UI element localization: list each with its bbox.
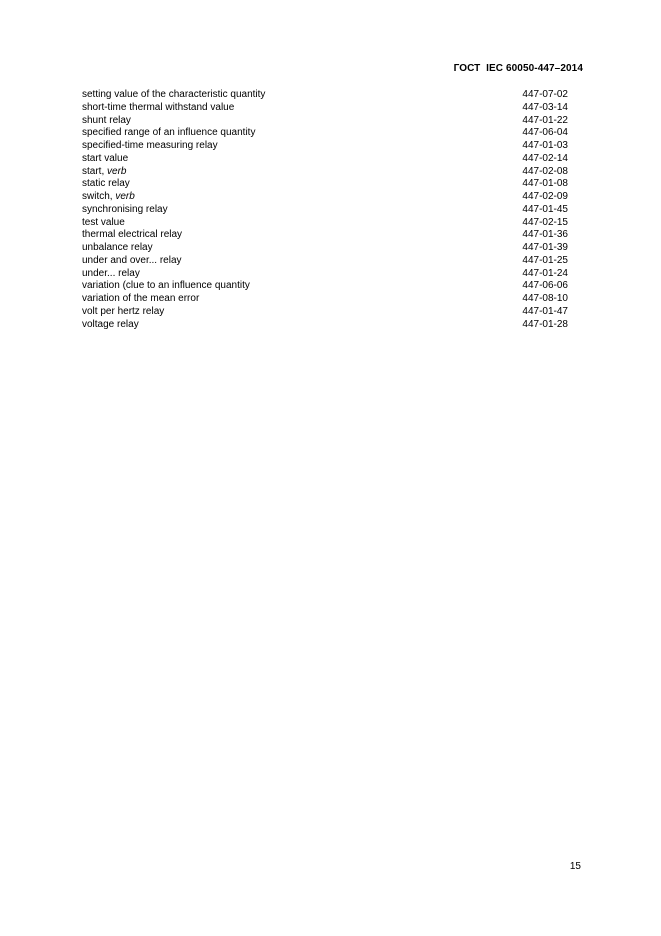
index-entry bbox=[82, 204, 568, 217]
index-entry bbox=[82, 127, 568, 140]
index-term-text: variation of the mean error bbox=[82, 293, 200, 304]
index-term bbox=[82, 306, 164, 319]
index-code: 447-01-28 bbox=[522, 318, 568, 330]
index-code: 447-01-45 bbox=[522, 203, 568, 215]
index-code: 447-06-06 bbox=[522, 280, 568, 292]
index-term bbox=[82, 115, 131, 128]
index-entry bbox=[82, 178, 568, 191]
index-term-text: variation (clue to an influence quantity bbox=[82, 280, 250, 292]
index-code: 447-01-03 bbox=[522, 140, 568, 151]
index-code: 447-02-15 bbox=[522, 216, 568, 228]
index-term bbox=[82, 127, 255, 140]
index-entry bbox=[82, 166, 568, 179]
index-term-text: under... relay bbox=[82, 267, 140, 279]
index-term bbox=[82, 102, 234, 115]
index-entry bbox=[82, 242, 568, 255]
index-term bbox=[82, 178, 130, 191]
index-term bbox=[82, 268, 140, 281]
index-code: 447-01-47 bbox=[522, 305, 568, 317]
index-term-text: specified range of an influence quantity bbox=[82, 127, 256, 139]
index-code: 447-02-14 bbox=[522, 152, 568, 164]
index-term bbox=[82, 166, 126, 179]
index-term bbox=[82, 204, 168, 217]
index-term bbox=[82, 140, 218, 153]
index-entry bbox=[82, 102, 568, 115]
index-term-text: short-time thermal withstand value bbox=[82, 101, 235, 113]
index-code: 447-03-14 bbox=[522, 101, 568, 113]
page-number: 15 bbox=[569, 861, 581, 872]
index-term-text: start, bbox=[82, 165, 108, 177]
index-term-qualifier: verb bbox=[115, 191, 135, 202]
index-code: 447-08-10 bbox=[522, 293, 568, 304]
index-entry bbox=[82, 191, 568, 204]
index-term bbox=[82, 255, 182, 268]
index-entry bbox=[82, 115, 568, 128]
index-entry bbox=[82, 306, 568, 319]
index-term bbox=[82, 280, 250, 293]
index-term bbox=[82, 89, 265, 102]
index-term-qualifier: verb bbox=[107, 165, 127, 177]
index-term-text: volt per hertz relay bbox=[82, 305, 165, 317]
index-code: 447-07-02 bbox=[522, 89, 568, 100]
index-entry bbox=[82, 268, 568, 281]
index-entry bbox=[82, 293, 568, 306]
index-term-text: shunt relay bbox=[82, 114, 131, 126]
index-term-text: test value bbox=[82, 216, 125, 228]
index-term bbox=[82, 293, 199, 306]
index-entry bbox=[82, 280, 568, 293]
index-term bbox=[82, 191, 135, 204]
index-entry bbox=[82, 89, 568, 102]
index-term-text: start value bbox=[82, 152, 129, 164]
index-term-text: voltage relay bbox=[82, 318, 139, 330]
standard-designation-header: ГОСТ IEC 60050-447–2014 bbox=[453, 63, 583, 74]
index-term-text: under and over... relay bbox=[82, 254, 182, 266]
index-entry bbox=[82, 319, 568, 332]
index-entry bbox=[82, 140, 568, 153]
index-term bbox=[82, 319, 139, 332]
index-term bbox=[82, 229, 182, 242]
index-entry bbox=[82, 255, 568, 268]
index-code: 447-01-36 bbox=[522, 229, 568, 241]
index-code: 447-01-24 bbox=[522, 267, 568, 279]
index-term bbox=[82, 153, 128, 166]
index-entry bbox=[82, 153, 568, 166]
index-code: 447-01-22 bbox=[522, 114, 568, 126]
index-code: 447-01-25 bbox=[522, 254, 568, 266]
index-term-text: specified-time measuring relay bbox=[82, 140, 218, 151]
index-entry bbox=[82, 217, 568, 230]
term-index-list bbox=[82, 89, 568, 331]
index-code: 447-02-08 bbox=[522, 165, 568, 177]
index-term-text: setting value of the characteristic quantity bbox=[82, 89, 266, 100]
index-term bbox=[82, 217, 125, 230]
index-term-text: unbalance relay bbox=[82, 242, 153, 253]
index-code: 447-06-04 bbox=[522, 127, 568, 139]
index-code: 447-01-08 bbox=[522, 178, 568, 190]
index-term-text: thermal electrical relay bbox=[82, 229, 183, 241]
index-entry bbox=[82, 229, 568, 242]
index-code: 447-02-09 bbox=[522, 191, 568, 202]
index-term-text: static relay bbox=[82, 178, 130, 190]
index-term-text: switch, bbox=[82, 191, 116, 202]
index-code: 447-01-39 bbox=[522, 242, 568, 253]
index-term bbox=[82, 242, 153, 255]
index-term-text: synchronising relay bbox=[82, 203, 168, 215]
